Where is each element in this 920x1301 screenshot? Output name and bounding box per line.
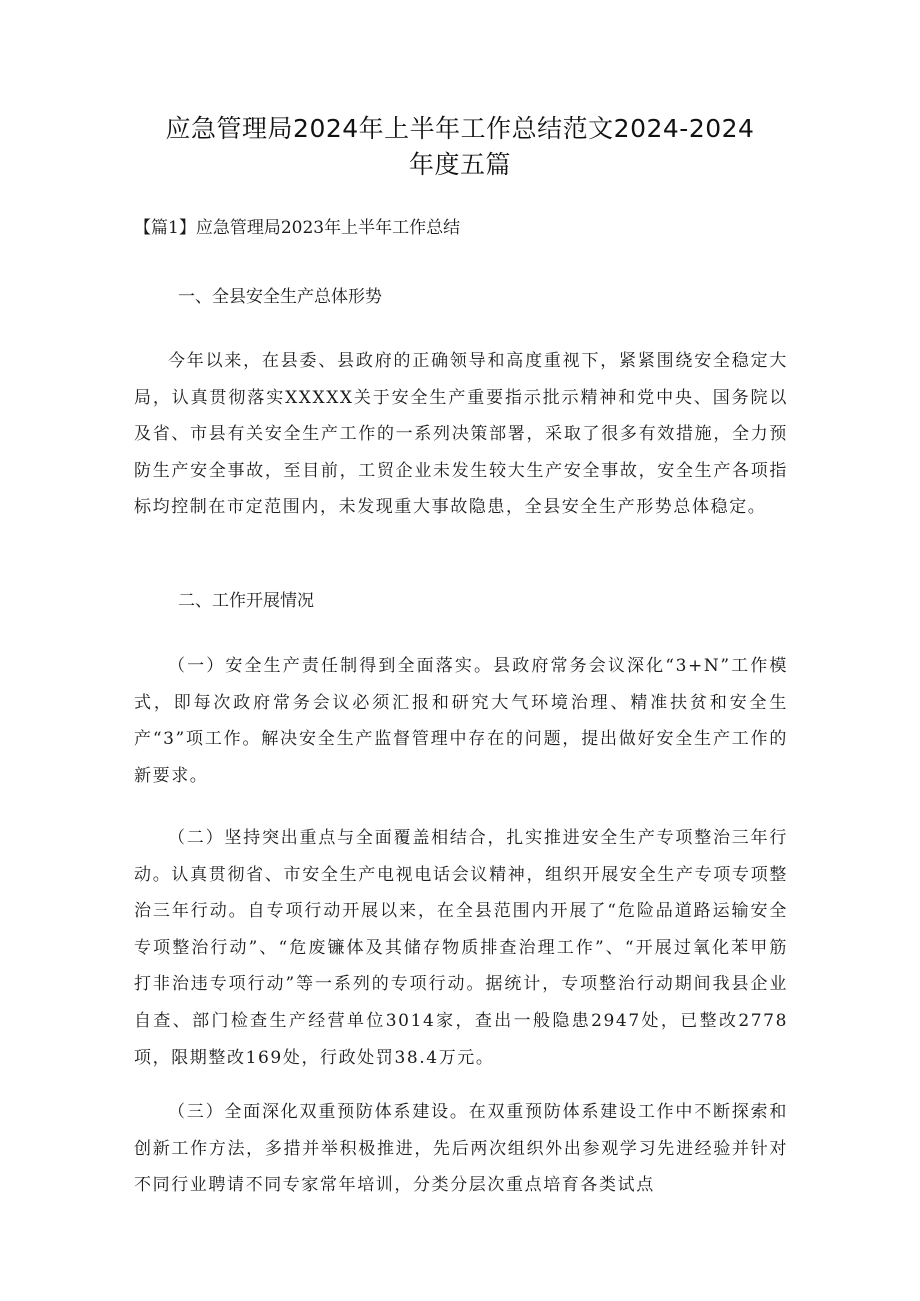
document-title-line2: 年度五篇 — [408, 150, 511, 179]
section-heading-work: 二、工作开展情况 — [178, 591, 314, 611]
section-heading-situation: 一、全县安全生产总体形势 — [178, 287, 382, 307]
paragraph-situation: 今年以来，在县委、县政府的正确领导和高度重视下，紧紧围绕安全稳定大局，认真贯彻落实XXXXX关于安全生产重要指示批示精神和党中央、国务院以及省、市县有关安全生产工作的一系列决策部署，采取了很多有效措施，全力预防生产安全事故，至目前，工贸企业未发生较大生产安全事故，安全生产各项指标均控制在市定范围内，未发现重大事故隐患，全县安全生产形势总体稳定。 — [134, 351, 788, 518]
article-subtitle: 【篇1】应急管理局2023年上半年工作总结 — [134, 218, 461, 238]
paragraph-responsibility: （一）安全生产责任制得到全面落实。县政府常务会议深化“3+N”工作模式，即每次政府常务会议必须汇报和研究大气环境治理、精准扶贫和安全生产“3”项工作。解决安全生产监督管理中存在的问题，提出做好安全生产工作的新要求。 — [134, 656, 788, 786]
paragraph-dual-prevention: （三）全面深化双重预防体系建设。在双重预防体系建设工作中不断探索和创新工作方法，多措并举积极推进，先后两次组织外出参观学习先进经验并针对不同行业聘请不同专家常年培训，分类分层次重点培育各类试点 — [134, 1102, 788, 1196]
document-title-line1: 应急管理局2024年上半年工作总结范文2024-2024 — [165, 114, 755, 143]
paragraph-special-rectification: （二）坚持突出重点与全面覆盖相结合，扎实推进安全生产专项整治三年行动。认真贯彻省、市安全生产电视电话会议精神，组织开展安全生产专项专项整治三年行动。自专项行动开展以来，在全县范围内开展了“危险品道路运输安全专项整治行动”、“危废镰体及其储存物质排查治理工作”、“开展过氧化苯甲筋打非治违专项行动”等一系列的专项行动。据统计，专项整治行动期间我县企业自查、部门检查生产经营单位3014家，查出一般隐患2947处，已整改2778项，限期整改169处，行政处罚38.4万元。 — [134, 828, 788, 1068]
